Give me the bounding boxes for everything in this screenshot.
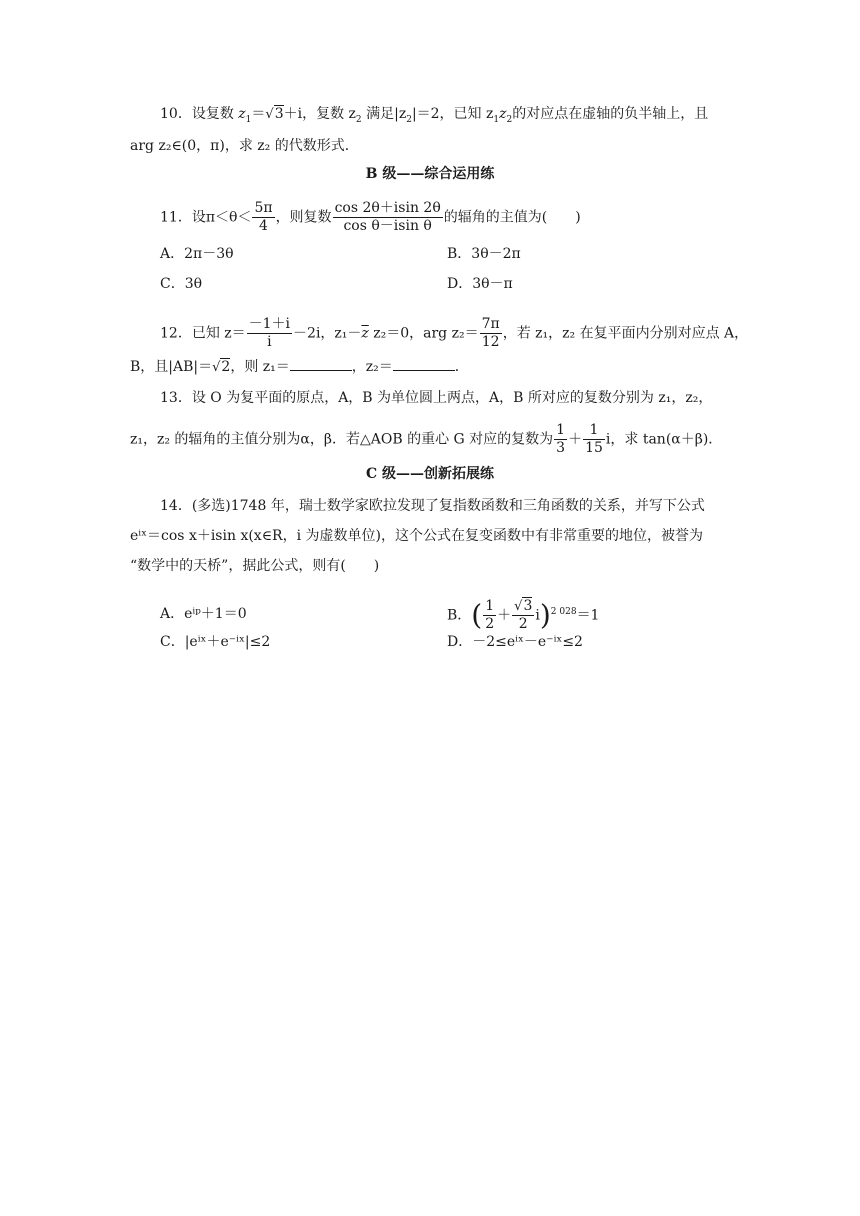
q14-optb-fraction-1	[483, 598, 496, 633]
q10-sub: 1	[493, 114, 500, 125]
left-paren-icon: (	[471, 598, 483, 632]
q10-sub: 2	[506, 114, 513, 125]
q10-text: 的对应点在虚轴的负半轴上，且	[512, 106, 709, 122]
answer-blank-z2[interactable]	[393, 356, 455, 371]
q11-option-d: D．3θ－π	[447, 276, 513, 292]
q11-frac2-den: cos θ－isin θ	[343, 218, 432, 234]
q12-text: ．	[454, 359, 469, 375]
q13-line1: 13．设 O 为复平面的原点，A，B 为单位圆上两点，A，B 所对应的复数分别为 z₁，z₂，	[160, 390, 713, 406]
q10-text: 10．设复数	[160, 106, 239, 122]
q14-optb-frac1-num: 1	[485, 598, 495, 614]
q13-frac1-num: 1	[556, 422, 566, 438]
q14-line1: 14．(多选)1748 年，瑞士数学家欧拉发现了复指数函数和三角函数的关系，并写下公式	[160, 498, 705, 514]
q13-fraction-2	[583, 422, 605, 457]
q12-text: ，z₂＝	[351, 359, 393, 375]
q11-text: ，则复数	[275, 209, 332, 226]
q12-fraction-2	[480, 316, 502, 351]
q13-frac2-den: 15	[585, 440, 603, 456]
q14-optb-text: ＋	[497, 607, 512, 624]
q12-line1	[160, 316, 760, 351]
q13-frac1-den: 3	[556, 440, 566, 456]
q14-optb-radicand: 3	[523, 598, 533, 614]
q10-radicand: 3	[274, 106, 284, 122]
q14-line2: eⁱˣ＝cos x＋isin x(x∈R，i 为虚数单位)，这个公式在复变函数中有非常重要的地位，被誉为	[130, 528, 703, 544]
q10-text: ＝	[251, 106, 266, 122]
q13-fraction-1	[554, 422, 567, 457]
q14-optb-frac2-num	[512, 598, 534, 616]
q12-text: B，且|AB|＝	[130, 359, 213, 375]
q12-text: ，若 z₁，z₂ 在复平面内分别对应点 A，	[502, 325, 749, 342]
q14-option-a: A．eⁱᵖ＋1＝0	[160, 606, 247, 622]
q12-frac2-num: 7π	[481, 316, 500, 332]
q11-frac1-num: 5π	[254, 200, 273, 216]
q12-text: －2i，z₁－	[293, 325, 362, 342]
q10-var: z	[499, 106, 507, 122]
q11-fraction-1	[252, 200, 274, 235]
q12-text: 12．已知 z＝	[160, 325, 246, 342]
q10-line1	[160, 104, 760, 130]
q11-text: 的辐角的主值为( )	[443, 209, 581, 226]
q13-text: i，求 tan(α＋β)．	[605, 431, 723, 448]
sqrt-icon: √	[212, 360, 221, 375]
q14-optb-text: i	[535, 607, 540, 624]
q10-text: |＝2，已知 z	[411, 106, 494, 122]
q14-optb-text: ＝1	[576, 607, 600, 624]
q13-text: z₁，z₂ 的辐角的主值分别为α，β．若△AOB 的重心 G 对应的复数为	[130, 431, 554, 448]
sqrt-icon: √	[265, 107, 274, 122]
q12-fraction-1	[247, 316, 292, 351]
q10-text: ＋i，复数 z	[283, 106, 356, 122]
q11-option-c: C．3θ	[160, 276, 203, 292]
q14-option-d: D．－2≤eⁱˣ－e⁻ⁱˣ≤2	[447, 634, 583, 650]
q14-option-c: C．|eⁱˣ＋e⁻ⁱˣ|≤2	[160, 634, 271, 650]
section-c-heading: C 级——创新拓展练	[365, 466, 495, 482]
q13-text: ＋	[568, 431, 583, 448]
q14-optb-label: B．	[447, 607, 472, 624]
q12-conjugate: $\overline{z}$	[361, 325, 369, 342]
q14-optb-exponent: 2 028	[550, 606, 577, 617]
q11-stem	[160, 200, 760, 235]
q11-text: 11．设π＜θ＜	[160, 209, 252, 226]
q14-optb-frac1-den: 2	[485, 616, 495, 632]
sqrt-icon: √	[514, 599, 523, 614]
q12-text: z₂＝0，arg z₂＝	[368, 325, 479, 342]
q14-option-b	[447, 598, 599, 633]
q12-text: ，则 z₁＝	[230, 359, 290, 375]
q11-option-a: A．2π－3θ	[160, 246, 234, 262]
q11-option-b: B．3θ－2π	[447, 246, 521, 262]
q12-frac1-num: －1＋i	[248, 316, 291, 332]
q10-text: 满足|z	[361, 106, 407, 122]
q13-frac2-num: 1	[583, 422, 605, 440]
q14-optb-frac2-den: 2	[518, 616, 528, 632]
section-b-heading: B 级——综合运用练	[365, 166, 495, 182]
q13-line2	[130, 422, 730, 457]
q10-sub: 2	[406, 114, 412, 125]
q10-line2: arg z₂∈(0，π)，求 z₂ 的代数形式．	[130, 138, 359, 154]
q14-optb-fraction-2	[512, 598, 534, 633]
q12-line2	[130, 356, 730, 378]
q10-sub: 2	[355, 114, 362, 125]
q11-fraction-2	[333, 200, 443, 235]
q12-radicand: 2	[221, 359, 231, 375]
q12-frac1-den: i	[267, 334, 272, 350]
q12-frac2-den: 12	[481, 334, 500, 350]
q10-sub: 1	[245, 114, 252, 125]
q10-var: z	[238, 106, 246, 122]
q14-line3: “数学中的天桥”，据此公式，则有( )	[130, 558, 380, 574]
q11-frac1-den: 4	[259, 218, 268, 234]
q11-frac2-num: cos 2θ＋isin 2θ	[334, 200, 441, 216]
right-paren-icon: )	[539, 598, 551, 632]
answer-blank-z1[interactable]	[290, 356, 352, 371]
